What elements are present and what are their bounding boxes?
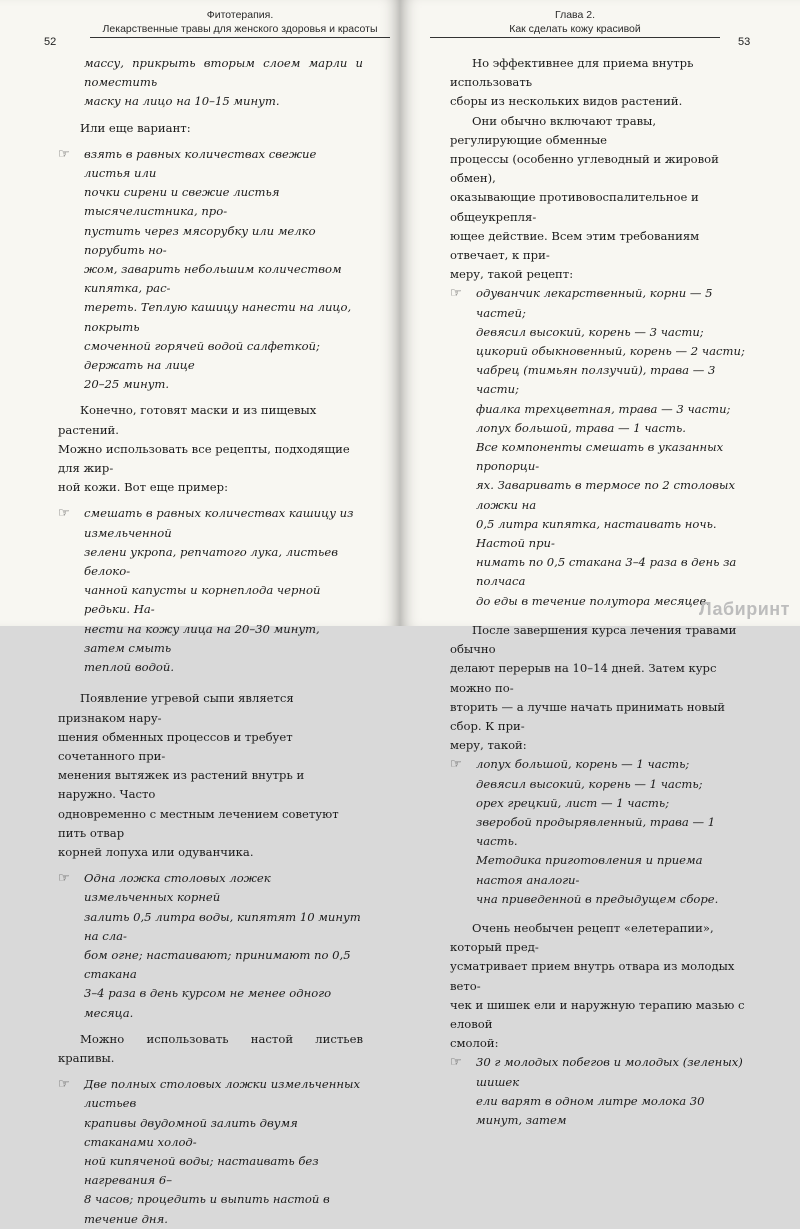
recipe-block: ☞ одуванчик лекарственный, корни — 5 частей; девясил высокий, корень — 3 части; цикорий обыкновенный, корень — 2 части; чабрец (тимьян ползучий), трава — 3 части; фиалка трехцветная, трава — 3 части; лопух большой, трава — 1 часть. Все компоненты смешать в указанных пропорци- ях. Заваривать в термосе по 2 столовых ложки на 0,5 литра кипятка, настаивать ночь. Настой при- нимать по 0,5 стакана 3–4 раза в день за полчаса до еды в течение полутора месяцев. (450, 286, 745, 608)
recipe-block: ☞ смешать в равных количествах кашицу из измельченной зелени укропа, репчатого лука, листьев белоко- чанной капусты и корнеплода черной редьки. На- нести на кожу лица на 20–30 минут, затем смыть теплой водой. (58, 506, 354, 675)
pointing-hand-icon: ☞ (450, 286, 462, 302)
recipe-block: ☞ лопух большой, корень — 1 часть; девясил высокий, корень — 1 часть; орех грецкий, лист — 1 часть; зверобой продырявленный, трава — 1 часть. Методика приготовления и приема настоя аналоги- чна приведенной в предыдущем сборе. (450, 757, 719, 906)
body-text (450, 54, 750, 1130)
paragraph: Конечно, готовят маски и из пищевых растений. Можно использовать все рецепты, подходящие для жир- ной кожи. Вот еще пример: (58, 403, 350, 495)
watermark-logo: Лабиринт (698, 599, 790, 619)
recipe-block: ☞ 30 г молодых побегов и молодых (зеленых) шишек ели варят в одном литре молока 30 минут, затем (450, 1055, 743, 1127)
paragraph: Или еще вариант: (80, 120, 191, 135)
recipe-block: ☞ взять в равных количествах свежие листья или почки сирени и свежие листья тысячелистника, про- пустить через мясорубку или мелко порубить но- жом, заварить небольшим количеством кипятка, рас- тереть. Теплую кашицу нанести на лицо, покрыть смоченной горячей водой салфеткой; держать на лице 20–25 минут. (58, 146, 352, 392)
pointing-hand-icon: ☞ (58, 146, 70, 162)
left-page (0, 0, 400, 1226)
paragraph: После завершения курса лечения травами обычно делают перерыв на 10–14 дней. Затем курс можно по- вторить — а лучше начать принимать новый сбор. К при- меру, такой: (450, 622, 737, 753)
pointing-hand-icon: ☞ (58, 871, 70, 887)
running-head (430, 8, 720, 38)
pointing-hand-icon: ☞ (58, 506, 70, 522)
paragraph: Можно использовать настой листьев крапивы. (58, 1031, 363, 1065)
chapter-title: Как сделать кожу красивой (509, 23, 641, 35)
running-head-subtitle: Лекарственные травы для женского здоровья и красоты (102, 23, 378, 35)
paragraph: Но эффективнее для приема внутрь использовать сборы из нескольких видов растений. (450, 56, 694, 109)
body-text (58, 54, 363, 1229)
paragraph: Появление угревой сыпи является признаком нару- шения обменных процессов и требует сочетанного при- менения вытяжек из растений внутрь и наружно. Часто одновременно с местным лечением советуют пить отвар корней лопуха или одуванчика. (58, 691, 339, 859)
paragraph: Очень необычен рецепт «елетерапии», который пред- усматривает прием внутрь отвара из молодых вето- чек и шишек ели и наружную терапию мазью с еловой смолой: (450, 920, 745, 1051)
pointing-hand-icon: ☞ (450, 757, 462, 773)
page-number: 52 (44, 36, 57, 48)
pointing-hand-icon: ☞ (450, 1055, 462, 1071)
header-rule (430, 37, 720, 38)
running-head (90, 8, 390, 38)
header-rule (90, 37, 390, 38)
pointing-hand-icon: ☞ (58, 1077, 70, 1093)
page-number: 53 (738, 36, 751, 48)
recipe-continuation: массу, прикрыть вторым слоем марли и поместить маску на лицо на 10–15 минут. (84, 56, 363, 109)
paragraph: Они обычно включают травы, регулирующие обменные процессы (особенно углеводный и жировой обмен), оказывающие противовоспалительное и общеукрепля- ющее действие. Всем этим требованиям отвечает, к при- меру, такой рецепт: (450, 113, 719, 282)
recipe-block: ☞ Две полных столовых ложки измельченных листьев крапивы двудомной залить двумя стаканами холод- ной кипяченой воды; настаивать без нагревания 6– 8 часов; процедить и выпить настой в течение дня. (58, 1077, 360, 1226)
right-page (400, 0, 800, 1127)
recipe-block: ☞ Одна ложка столовых ложек измельченных корней залить 0,5 литра воды, кипятят 10 минут на сла- бом огне; настаивают; принимают по 0,5 стакана 3–4 раза в день курсом не менее одного месяца. (58, 871, 361, 1020)
chapter-label: Глава 2. (554, 9, 596, 21)
running-head-title: Фитотерапия. (206, 9, 274, 21)
